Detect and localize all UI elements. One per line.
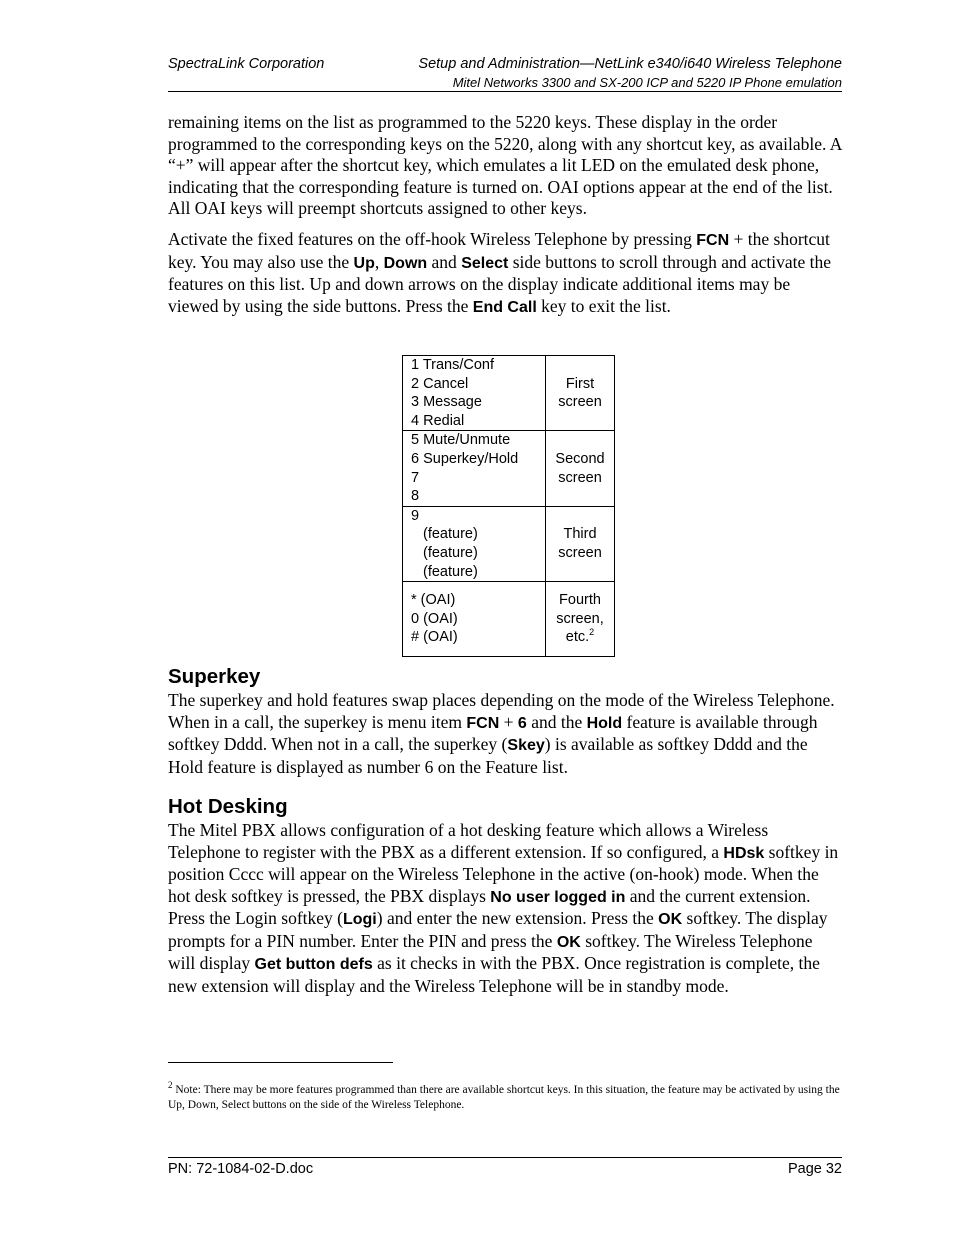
key-end-call: End Call (472, 298, 537, 316)
footnote-number: 2 (168, 1080, 173, 1090)
header-title: Setup and Administration—NetLink e340/i640 Wireless Telephone (418, 56, 842, 72)
key-fcn: FCN (696, 232, 730, 249)
table-row (403, 582, 615, 657)
heading-superkey: Superkey (168, 665, 261, 688)
header-company: SpectraLink Corporation (168, 56, 325, 72)
feature-items-cell: * (OAI) 0 (OAI) # (OAI) (403, 582, 546, 657)
page-footer (168, 1157, 842, 1177)
paragraph-remaining-items: remaining items on the list as programmed to the 5220 keys. These display in the order programmed to the corresponding keys on the 5220, along with any shortcut key, as available. A “+” will appear after the shortcut key, which emulates a lit LED on the emulated desk phone, indicating that the corresponding feature is turned on. OAI options appear at the end of the list. All OAI keys will preempt shortcuts assigned to other keys. (168, 112, 842, 218)
table-row (403, 431, 615, 506)
footnote-reference[interactable]: 2 (589, 627, 595, 638)
footnote (168, 1078, 842, 1113)
header-subtitle: Mitel Networks 3300 and SX-200 ICP and 5220 IP Phone emulation (452, 75, 842, 90)
footnote-separator (168, 1062, 393, 1063)
paragraph-hot-desking: The Mitel PBX allows configuration of a hot desking feature which allows a Wireless Telephone to register with the PBX as a different extension. If so configured, a HDsk softkey in position Cccc will appear on the Wireless Telephone in the active (on-hook) mode. When the hot desk softkey is pressed, the PBX displays No user logged in and the current extension. Press the Login softkey (Logi) and enter the new extension. Press the OK softkey. The display prompts for a PIN number. Enter the PIN and press the OK softkey. The Wireless Telephone will display Get button defs as it checks in with the PBX. Once registration is complete, the new extension will display and the Wireless Telephone will be in standby mode. (168, 820, 839, 996)
feature-items-cell: 5 Mute/Unmute 6 Superkey/Hold 7 8 (403, 431, 546, 506)
feature-items-cell: 9 (feature) (feature) (feature) (403, 506, 546, 581)
page-header (168, 55, 842, 92)
key-down: Down (383, 254, 428, 272)
footnote-text: Note: There may be more features programmed than there are available shortcut keys. In this situation, the feature may be activated by using the Up, Down, Select buttons on the side of the Wireless Telephone. (168, 1083, 840, 1111)
feature-list-table (402, 355, 615, 657)
table-row (403, 506, 615, 581)
paragraph-superkey: The superkey and hold features swap places depending on the mode of the Wireless Telephone. When in a call, the superkey is menu item FCN + 6 and the Hold feature is available through softkey Dddd. When not in a call, the superkey (Skey) is available as softkey Dddd and the Hold feature is displayed as number 6 on the Feature list. (168, 690, 835, 777)
heading-hot-desking: Hot Desking (168, 795, 288, 818)
table-row (403, 356, 615, 431)
screen-label-cell: Fourth screen, etc.$^2$ (546, 582, 615, 657)
paragraph-activate-features: Activate the fixed features on the off-hook Wireless Telephone by pressing FCN + the shortcut key. You may also use the Up, Down and Select side buttons to scroll through and activate the features on this list. Up and down arrows on the display indicate additional items may be viewed by using the side buttons. Press the End Call key to exit the list. (168, 229, 832, 316)
screen-label-cell: Second screen (546, 431, 615, 506)
screen-label-cell: First screen (546, 356, 615, 431)
key-select: Select (461, 254, 509, 272)
screen-label-cell: Third screen (546, 506, 615, 581)
document-number: PN: 72-1084-02-D.doc (168, 1161, 314, 1177)
page-number: Page 32 (787, 1161, 842, 1177)
feature-items-cell: 1 Trans/Conf 2 Cancel 3 Message 4 Redial (403, 356, 546, 431)
key-up: Up (353, 254, 375, 272)
